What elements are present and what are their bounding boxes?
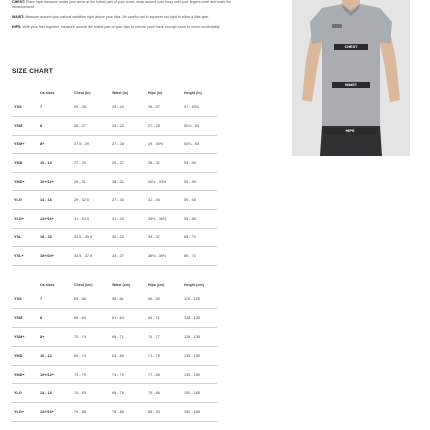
header-height: Height (cm) (184, 282, 204, 287)
cell-waist: 71 - 79 (110, 365, 146, 384)
cell-height: 47 - 50¾ (182, 98, 217, 117)
cell-chest: 34.5 - 37.5 (72, 247, 110, 266)
cell-hips: 69 - 71 (146, 309, 182, 328)
header-ua-sizes: Ua sizes (40, 282, 55, 287)
table-header-row (12, 279, 217, 290)
size-table-inches (12, 87, 217, 266)
cell-age: 14 - 16 (38, 191, 72, 210)
cell-hips: 36½ - 39½ (146, 247, 182, 266)
header-spacer (12, 87, 38, 98)
cell-age: 8 (38, 309, 72, 328)
cell-age: 18+/20+ (38, 247, 72, 266)
cell-height: 150 - 165 (182, 403, 217, 422)
cell-size: YMD+ (12, 365, 38, 384)
cell-age: 14+/16+ (38, 403, 72, 422)
table-row (12, 309, 217, 328)
cell-chest: 79 - 88 (72, 403, 110, 422)
cell-height: 65 - 70 (182, 247, 217, 266)
cell-height: 135 - 150 (182, 365, 217, 384)
cell-waist: 69 - 71 (110, 328, 146, 347)
cell-hips: 33½ - 36½ (146, 210, 182, 229)
cell-chest: 29 - 31 (72, 172, 110, 191)
cell-waist: 23 - 24 (110, 98, 146, 117)
cell-chest: 29 - 32.5 (72, 191, 110, 210)
cell-chest: 32.5 - 35.5 (72, 228, 110, 247)
table-row (12, 403, 217, 422)
cell-chest: 27.5 - 29 (72, 135, 110, 154)
cell-chest: 70 - 74 (72, 328, 110, 347)
table-row (12, 210, 217, 229)
table-row (12, 290, 217, 309)
header-waist: Waist (cm) (112, 282, 131, 287)
cell-waist: 31 - 34 (110, 210, 146, 229)
cell-waist: 27 - 30 (110, 191, 146, 210)
cell-age: 8 (38, 117, 72, 136)
cell-size: YXS (12, 290, 38, 309)
cell-size: YLG (12, 191, 38, 210)
table-row (12, 365, 217, 384)
cell-age: 7 (38, 98, 72, 117)
cell-hips: 31 - 34 (146, 191, 182, 210)
table-row (12, 228, 217, 247)
instruction-hips: HIPS: With your feet together, measure around the fullest part of your hips to ensure you'll have enough room to move comfortably. (12, 25, 221, 29)
cell-age: 8+ (38, 135, 72, 154)
cell-size: YSM+ (12, 135, 38, 154)
header-chest: Chest (cm) (74, 282, 93, 287)
cell-hips: 28 - 31 (146, 154, 182, 173)
size-chart-title: SIZE CHART (12, 68, 53, 75)
cell-waist: 24 - 25 (110, 117, 146, 136)
cell-size: YSM (12, 117, 38, 136)
instruction-chest: CHEST: Place tape measure under your arms at the fullest part of your chest, wrap around your body until your fingers meet and mark the measurement. (12, 0, 232, 9)
cell-age: 10 - 12 (38, 346, 72, 365)
cell-size: YXL (12, 228, 38, 247)
cell-chest: 66 - 69 (72, 309, 110, 328)
cell-age: 18 - 20 (38, 228, 72, 247)
header-spacer (12, 279, 38, 290)
header-hips: Hips (in) (148, 90, 163, 95)
header-waist: Waist (in) (112, 90, 129, 95)
cell-age: 7 (38, 290, 72, 309)
cell-hips: 30½ - 33½ (146, 172, 182, 191)
cell-height: 119 - 128 (182, 290, 217, 309)
header-chest: Chest (in) (74, 90, 91, 95)
cell-height: 150 - 165 (182, 384, 217, 403)
instruction-waist: WAIST: Measure around your natural waistline right above your hips. Be careful not to squeeze too tight to allow a little give. (12, 15, 210, 19)
model-photo (292, 0, 410, 156)
cell-age: 14 - 16 (38, 384, 72, 403)
cell-size: YLG+ (12, 210, 38, 229)
cell-size: YXL+ (12, 247, 38, 266)
cell-chest: 26 - 27 (72, 117, 110, 136)
cell-chest: 27 - 29 (72, 154, 110, 173)
header-ua-sizes: Ua sizes (40, 90, 55, 95)
table-row (12, 191, 217, 210)
cell-height: 59 - 65 (182, 191, 217, 210)
cell-waist: 27 - 28 (110, 135, 146, 154)
table-row (12, 172, 217, 191)
cell-height: 128 - 135 (182, 309, 217, 328)
cell-waist: 79 - 86 (110, 403, 146, 422)
cell-chest: 63 - 66 (72, 290, 110, 309)
cell-size: YSM (12, 309, 38, 328)
cell-hips: 71 - 79 (146, 346, 182, 365)
cell-size: YSM+ (12, 328, 38, 347)
cell-size: YLG (12, 384, 38, 403)
table-row (12, 247, 217, 266)
cell-age: 10 - 12 (38, 154, 72, 173)
cell-hips: 85 - 93 (146, 403, 182, 422)
cell-height: 128 - 135 (182, 328, 217, 347)
table-row (12, 117, 217, 136)
table-header-row (12, 87, 217, 98)
chest-tag: CHEST (334, 44, 368, 50)
cell-hips: 27 - 28 (146, 117, 182, 136)
table-row (12, 98, 217, 117)
cell-height: 65 - 70 (182, 228, 217, 247)
cell-age: 14+/16+ (38, 210, 72, 229)
cell-age: 8+ (38, 328, 72, 347)
cell-waist: 61 - 63 (110, 309, 146, 328)
cell-waist: 58 - 61 (110, 290, 146, 309)
measuring-instructions (12, 0, 238, 35)
waist-tag: WAIST (332, 82, 370, 88)
cell-hips: 29 - 30½ (146, 135, 182, 154)
cell-height: 59 - 65 (182, 210, 217, 229)
cell-height: 53 - 59 (182, 154, 217, 173)
table-row (12, 384, 217, 403)
table-row (12, 328, 217, 347)
cell-age: 10+/12+ (38, 365, 72, 384)
size-table-cm (12, 279, 217, 422)
table-row (12, 346, 217, 365)
cell-chest: 31 - 34.5 (72, 210, 110, 229)
cell-chest: 74 - 79 (72, 365, 110, 384)
cell-chest: 25 - 26 (72, 98, 110, 117)
hips-tag: HIPS (324, 128, 376, 134)
cell-waist: 30 - 33 (110, 228, 146, 247)
table-row (12, 135, 217, 154)
cell-hips: 74 - 77 (146, 328, 182, 347)
cell-chest: 69 - 74 (72, 346, 110, 365)
cell-height: 50¾ - 53 (182, 117, 217, 136)
cell-waist: 63 - 69 (110, 346, 146, 365)
cell-age: 10+/12+ (38, 172, 72, 191)
cell-waist: 28 - 31 (110, 172, 146, 191)
cell-waist: 25 - 27 (110, 154, 146, 173)
cell-hips: 66 - 69 (146, 290, 182, 309)
cell-size: YXS (12, 98, 38, 117)
cell-hips: 79 - 86 (146, 384, 182, 403)
cell-height: 50¾ - 53 (182, 135, 217, 154)
cell-waist: 34 - 37 (110, 247, 146, 266)
cell-size: YLG+ (12, 403, 38, 422)
header-hips: Hips (cm) (148, 282, 165, 287)
cell-waist: 69 - 76 (110, 384, 146, 403)
cell-height: 53 - 59 (182, 172, 217, 191)
cell-size: YMD (12, 346, 38, 365)
cell-hips: 34 - 37 (146, 228, 182, 247)
cell-hips: 26 - 27 (146, 98, 182, 117)
header-height: Height (in) (184, 90, 202, 95)
cell-height: 135 - 150 (182, 346, 217, 365)
cell-chest: 74 - 83 (72, 384, 110, 403)
table-row (12, 154, 217, 173)
cell-size: YMD (12, 154, 38, 173)
cell-hips: 77 - 85 (146, 365, 182, 384)
cell-size: YMD+ (12, 172, 38, 191)
